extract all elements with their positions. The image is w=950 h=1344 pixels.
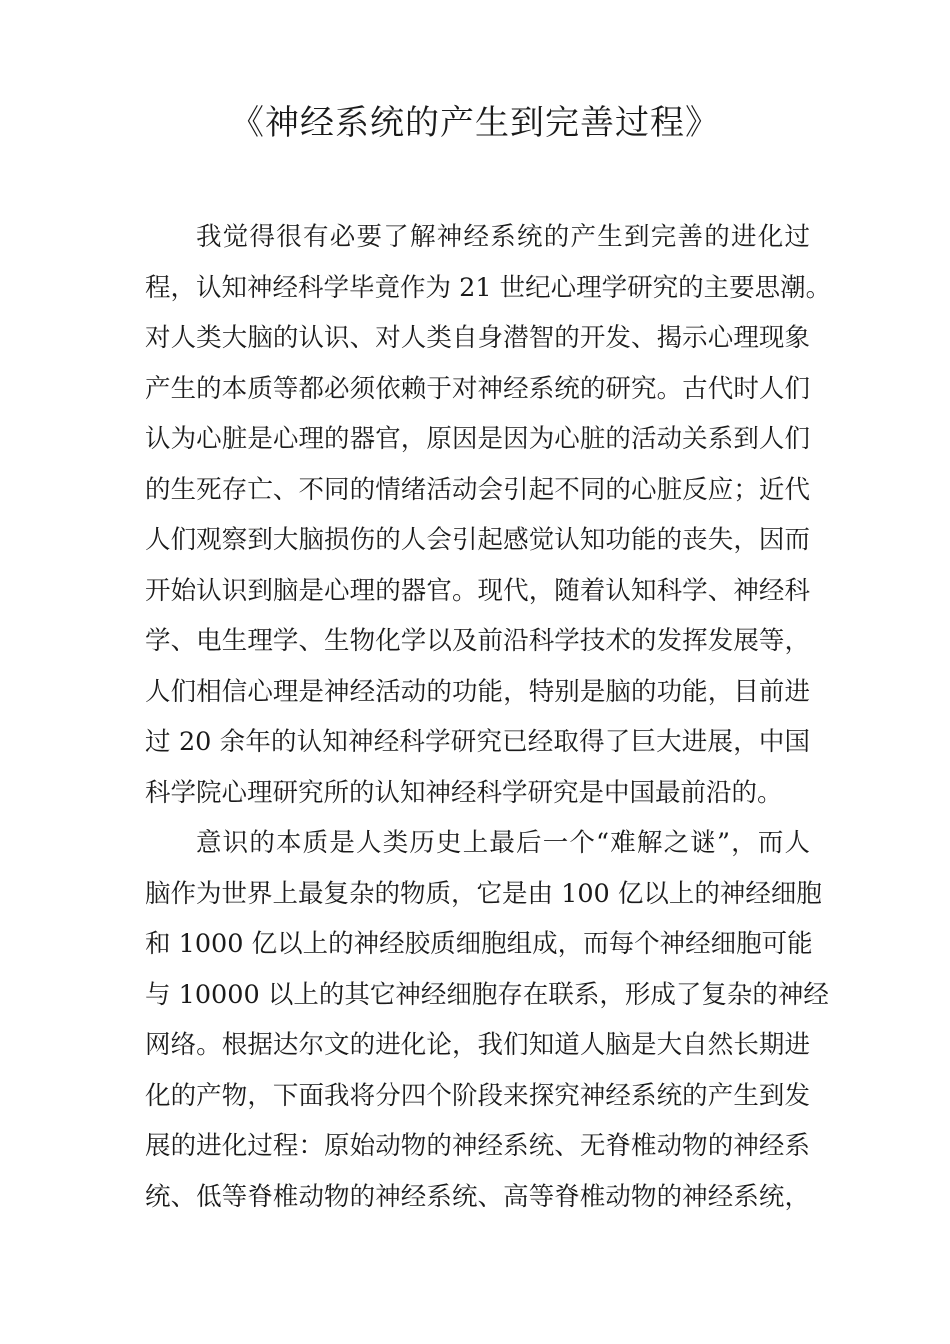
paragraph-1-line-6: 的生死存亡、不同的情绪活动会引起不同的心脏反应；近代 [145,474,810,505]
paragraph-2-line-7: 展的进化过程：原始动物的神经系统、无脊椎动物的神经系 [145,1131,810,1161]
paragraph-2-line-8: 统、低等脊椎动物的神经系统、高等脊椎动物的神经系统， [145,1181,810,1212]
paragraph-1-line-8: 开始认识到脑是心理的器官。现代，随着认知科学、神经科 [145,575,810,606]
paragraph-1-line-7: 人们观察到大脑损伤的人会引起感觉认知功能的丧失，因而 [145,525,810,555]
paragraph-1-line-9: 学、电生理学、生物化学以及前沿科学技术的发挥发展等， [145,626,810,656]
paragraph-1-line-4: 产生的本质等都必须依赖于对神经系统的研究。古代时人们 [145,373,810,404]
document-title: 《神经系统的产生到完善过程》 [230,103,720,143]
paragraph-1-line-2: 程，认知神经科学毕竟作为 21 世纪心理学研究的主要思潮。 [145,272,832,303]
paragraph-2-line-2: 脑作为世界上最复杂的物质，它是由 100 亿以上的神经细胞 [145,878,822,909]
paragraph-1-line-5: 认为心脏是心理的器官，原因是因为心脏的活动关系到人们 [145,424,810,454]
paragraph-1-line-10: 人们相信心理是神经活动的功能，特别是脑的功能，目前进 [145,676,810,707]
paragraph-2-line-5: 网络。根据达尔文的进化论，我们知道人脑是大自然长期进 [145,1030,810,1060]
paragraph-1-line-11: 过 20 余年的认知神经科学研究已经取得了巨大进展，中国 [145,727,810,757]
paragraph-2-line-3: 和 1000 亿以上的神经胶质细胞组成，而每个神经细胞可能 [145,929,813,959]
paragraph-2-line-6: 化的产物，下面我将分四个阶段来探究神经系统的产生到发 [145,1080,810,1111]
document-body [145,212,832,1222]
paragraph-1-line-1: 我觉得很有必要了解神经系统的产生到完善的进化过 [196,222,810,252]
paragraph-2-line-4: 与 10000 以上的其它神经细胞存在联系，形成了复杂的神经 [145,979,829,1010]
paragraph-1-line-12: 科学院心理研究所的认知神经科学研究是中国最前沿的。 [145,777,783,808]
paragraph-2-line-1: 意识的本质是人类历史上最后一个“难解之谜”，而人 [196,828,810,858]
paragraph-1-line-3: 对人类大脑的认识、对人类自身潜智的开发、揭示心理现象 [145,323,810,353]
